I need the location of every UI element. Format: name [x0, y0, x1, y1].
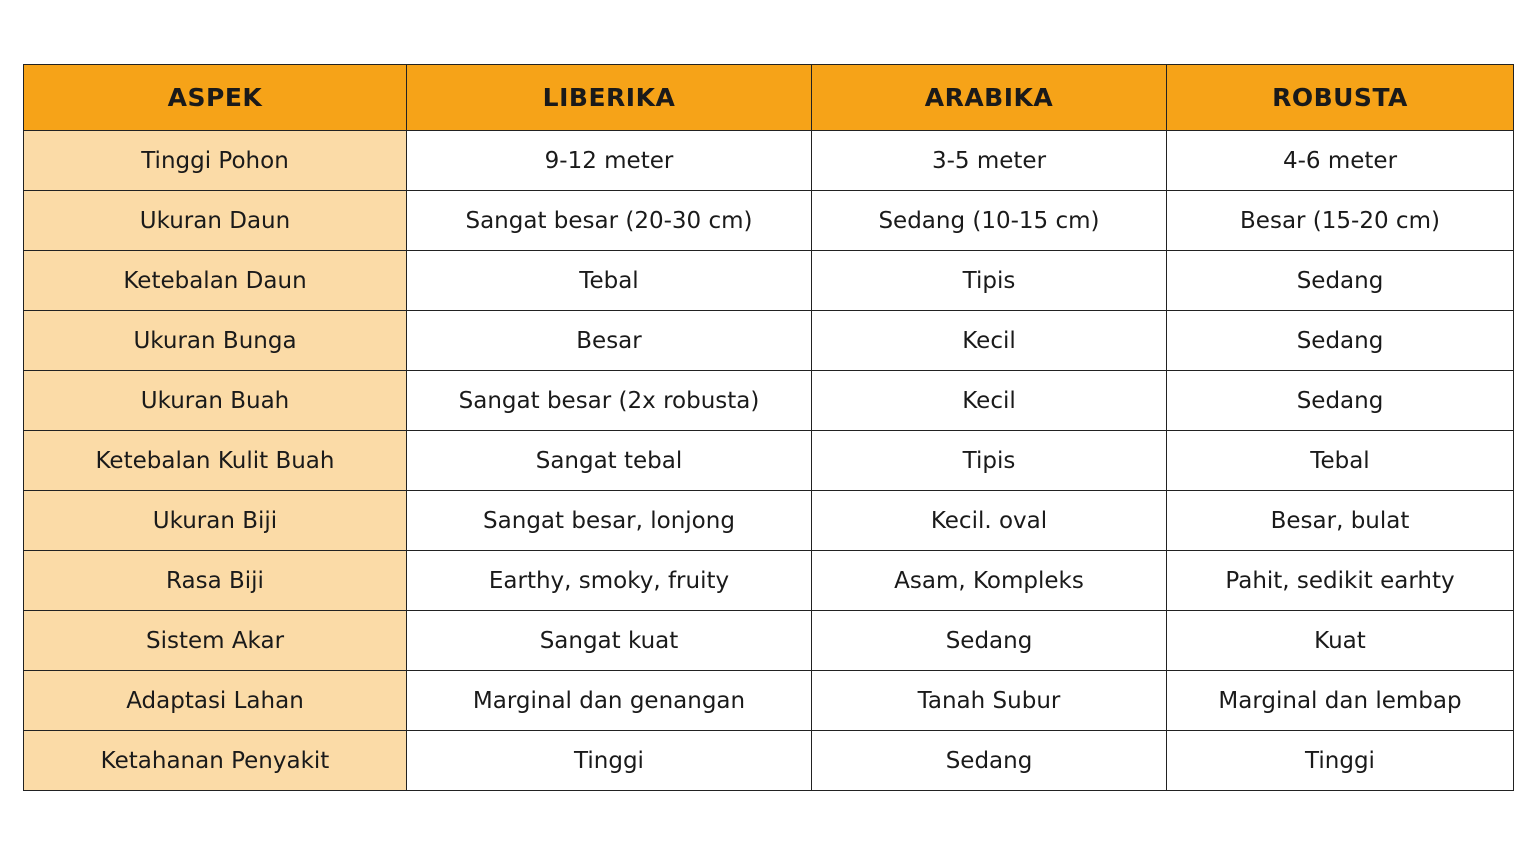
robusta-cell: 4-6 meter: [1167, 131, 1514, 191]
aspek-cell: Ukuran Biji: [24, 491, 407, 551]
robusta-cell: Marginal dan lembap: [1167, 671, 1514, 731]
liberika-cell: Tinggi: [407, 731, 812, 791]
robusta-cell: Pahit, sedikit earhty: [1167, 551, 1514, 611]
aspek-cell: Adaptasi Lahan: [24, 671, 407, 731]
aspek-cell: Ukuran Buah: [24, 371, 407, 431]
robusta-cell: Kuat: [1167, 611, 1514, 671]
arabika-cell: Kecil: [812, 371, 1167, 431]
liberika-cell: Earthy, smoky, fruity: [407, 551, 812, 611]
comparison-table-container: [23, 64, 1513, 791]
aspek-cell: Sistem Akar: [24, 611, 407, 671]
coffee-comparison-table: [23, 64, 1514, 791]
table-row: [24, 371, 1514, 431]
table-row: [24, 431, 1514, 491]
header-robusta: ROBUSTA: [1167, 65, 1514, 131]
table-row: [24, 251, 1514, 311]
header-liberika: LIBERIKA: [407, 65, 812, 131]
aspek-cell: Ukuran Bunga: [24, 311, 407, 371]
arabika-cell: Asam, Kompleks: [812, 551, 1167, 611]
liberika-cell: Sangat besar (2x robusta): [407, 371, 812, 431]
table-row: [24, 191, 1514, 251]
robusta-cell: Sedang: [1167, 251, 1514, 311]
arabika-cell: Tipis: [812, 431, 1167, 491]
liberika-cell: Sangat besar (20-30 cm): [407, 191, 812, 251]
arabika-cell: 3-5 meter: [812, 131, 1167, 191]
table-row: [24, 311, 1514, 371]
arabika-cell: Sedang: [812, 731, 1167, 791]
robusta-cell: Sedang: [1167, 311, 1514, 371]
table-row: [24, 551, 1514, 611]
robusta-cell: Tinggi: [1167, 731, 1514, 791]
arabika-cell: Tipis: [812, 251, 1167, 311]
liberika-cell: Sangat besar, lonjong: [407, 491, 812, 551]
header-aspek: ASPEK: [24, 65, 407, 131]
robusta-cell: Besar, bulat: [1167, 491, 1514, 551]
aspek-cell: Ketebalan Daun: [24, 251, 407, 311]
arabika-cell: Kecil. oval: [812, 491, 1167, 551]
aspek-cell: Tinggi Pohon: [24, 131, 407, 191]
arabika-cell: Kecil: [812, 311, 1167, 371]
liberika-cell: Marginal dan genangan: [407, 671, 812, 731]
liberika-cell: Sangat tebal: [407, 431, 812, 491]
liberika-cell: 9-12 meter: [407, 131, 812, 191]
table-header-row: [24, 65, 1514, 131]
aspek-cell: Rasa Biji: [24, 551, 407, 611]
aspek-cell: Ukuran Daun: [24, 191, 407, 251]
robusta-cell: Besar (15-20 cm): [1167, 191, 1514, 251]
liberika-cell: Tebal: [407, 251, 812, 311]
table-row: [24, 731, 1514, 791]
table-row: [24, 491, 1514, 551]
aspek-cell: Ketebalan Kulit Buah: [24, 431, 407, 491]
arabika-cell: Tanah Subur: [812, 671, 1167, 731]
liberika-cell: Besar: [407, 311, 812, 371]
aspek-cell: Ketahanan Penyakit: [24, 731, 407, 791]
table-row: [24, 611, 1514, 671]
liberika-cell: Sangat kuat: [407, 611, 812, 671]
arabika-cell: Sedang: [812, 611, 1167, 671]
robusta-cell: Sedang: [1167, 371, 1514, 431]
arabika-cell: Sedang (10-15 cm): [812, 191, 1167, 251]
table-row: [24, 131, 1514, 191]
table-row: [24, 671, 1514, 731]
robusta-cell: Tebal: [1167, 431, 1514, 491]
header-arabika: ARABIKA: [812, 65, 1167, 131]
